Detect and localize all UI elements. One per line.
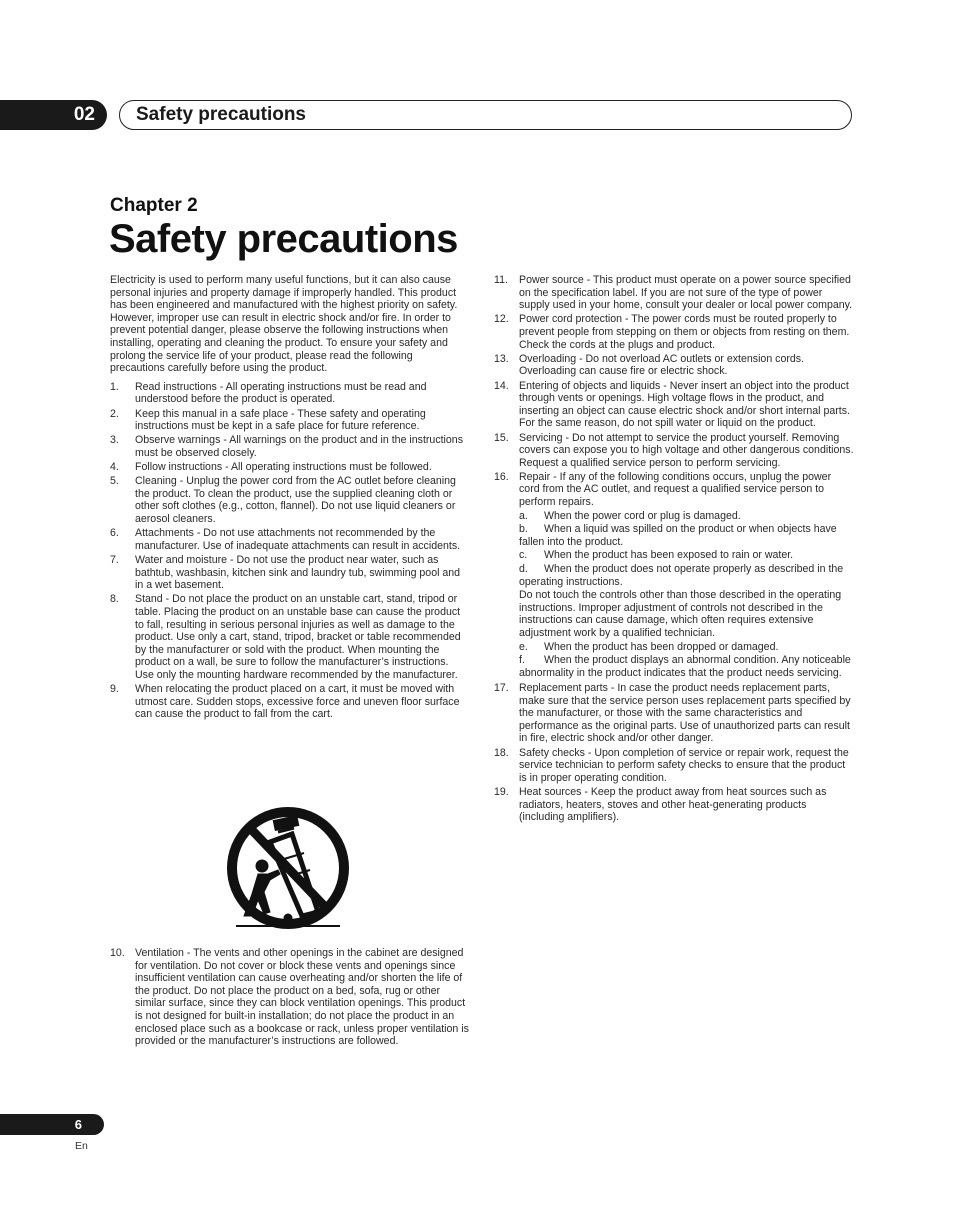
list-item <box>494 786 854 824</box>
language-label: En <box>75 1140 88 1152</box>
sub-text: When the product has been dropped or damaged. <box>544 640 779 653</box>
sub-item <box>519 641 854 654</box>
item-number: 4. <box>110 461 119 474</box>
list-item <box>110 381 470 406</box>
list-item <box>494 353 854 378</box>
repair-note: Do not touch the controls other than those described in the operating instructions. Improper adjustment of controls not described in the instructions can cause damage, which often requires extensive adjustment work by a qualified technician. <box>519 589 842 639</box>
sub-letter: c. <box>519 549 528 562</box>
item-number: 9. <box>110 683 119 696</box>
intro-paragraph: Electricity is used to perform many useful functions, but it can also cause personal injuries and property damage if improperly handled. This product has been engineered and manufactured with the highest priority on safety. However, improper use can result in electric shock and/or fire. In order to prevent potential danger, please observe the following instructions when installing, operating and cleaning the product. To ensure your safety and prolong the service life of your product, please read the following precautions carefully before using the product. <box>110 274 458 375</box>
repair-item-body <box>519 471 854 681</box>
right-column <box>494 274 854 825</box>
item-number: 13. <box>494 352 509 365</box>
item-text: When relocating the product placed on a cart, it must be moved with utmost care. Sudden stops, excessive force and uneven floor surface can cause the product to fall from the cart. <box>135 683 460 721</box>
sub-letter: a. <box>519 509 528 522</box>
page-number-tab <box>0 1114 104 1135</box>
item-text: Ventilation - The vents and other openings in the cabinet are designed for ventilation. Do not cover or block these vents and openings since insufficient ventilation can cause overheating and/or shorten the life of the product. Do not place the product on a bed, sofa, rug or other similar surface, since they can block ventilation openings. This product is not designed for built-in installation; do not place the product in an enclosed place such as a bookcase or rack, unless proper ventilation is provided or the manufacturer’s instructions are followed. <box>135 947 469 1048</box>
item-number: 12. <box>494 313 509 326</box>
item-text: Safety checks - Upon completion of service or repair work, request the service technician to perform safety checks to ensure that the product is in proper operating condition. <box>519 746 849 784</box>
item-number: 6. <box>110 527 119 540</box>
list-item <box>110 475 470 525</box>
section-number: 02 <box>73 104 95 125</box>
item-text: Follow instructions - All operating instructions must be followed. <box>135 461 432 474</box>
page-number: 6 <box>74 1117 82 1132</box>
item-number: 5. <box>110 475 119 488</box>
page-title: Safety precautions <box>109 217 458 261</box>
list-item <box>110 683 470 721</box>
item-number: 19. <box>494 785 509 798</box>
list-item <box>494 471 854 681</box>
item-text: Cleaning - Unplug the power cord from the AC outlet before cleaning the product. To clean the product, use the supplied cleaning cloth or other soft clothes (e.g., cotton, flannel). Do not use liquid cleaners or aerosol cleaners. <box>135 475 456 526</box>
left-column <box>110 274 470 723</box>
list-item <box>110 408 470 433</box>
item-text: Read instructions - All operating instructions must be read and understood before the product is operated. <box>135 380 427 406</box>
item-text: Stand - Do not place the product on an unstable cart, stand, tripod or table. Placing the product on an unstable base can cause the product to fall, resulting in serious personal injuries as well as damage to the product. Use only a cart, stand, tripod, bracket or table recommended by the manufacturer or sold with the product. When mounting the product on a wall, be sure to follow the manufacturer’s instructions. Use only the mounting hardware recommended by the manufacturer. <box>135 593 461 681</box>
sub-text: When the power cord or plug is damaged. <box>544 509 741 522</box>
item-text: Overloading - Do not overload AC outlets or extension cords. Overloading can cause fire or electric shock. <box>519 352 805 378</box>
list-item <box>494 313 854 351</box>
item-text: Power source - This product must operate on a power source specified on the specification label. If you are not sure of the type of power supply used in your home, consult your dealer or local power company. <box>519 274 853 312</box>
item-text: Replacement parts - In case the product needs replacement parts, make sure that the service person uses replacement parts specified by the manufacturer, or those with the same characteristics and performance as the original parts. Use of unauthorized parts can result in fire, electric shock and/or other danger. <box>519 681 851 745</box>
sub-text: When the product does not operate properly as described in the operating instructions. <box>519 563 844 588</box>
item-text: Attachments - Do not use attachments not recommended by the manufacturer. Use of inadequate attachments can result in accidents. <box>135 527 461 552</box>
sub-item <box>519 523 854 548</box>
list-item <box>110 947 470 1048</box>
item-number: 17. <box>494 681 509 694</box>
cart-tipover-warning-icon <box>222 804 356 934</box>
section-title-bar <box>119 100 852 130</box>
item-number: 14. <box>494 379 509 392</box>
item-number: 3. <box>110 434 119 447</box>
list-item <box>110 527 470 552</box>
sub-item <box>519 563 854 588</box>
sub-item <box>519 549 854 562</box>
sub-letter: e. <box>519 640 528 653</box>
list-item <box>494 747 854 785</box>
item-text: Entering of objects and liquids - Never insert an object into the product through vents or openings. High voltage flows in the product, and inserting an object can cause electric shock and/or short internal parts. For the same reason, do not spill water or liquid on the product. <box>519 379 850 430</box>
list-item <box>110 434 470 459</box>
sub-item <box>519 654 854 679</box>
sub-letter: b. <box>519 523 528 536</box>
chapter-label: Chapter 2 <box>110 195 198 216</box>
section-title: Safety precautions <box>136 104 306 125</box>
item-text: Heat sources - Keep the product away from heat sources such as radiators, heaters, stoves and other heat-generating products (including amplifiers). <box>519 785 827 824</box>
list-item <box>494 380 854 430</box>
item-text: Servicing - Do not attempt to service the product yourself. Removing covers can expose you to high voltage and other dangerous conditions. Request a qualified service person to perform servicing. <box>519 431 854 469</box>
list-item <box>110 461 470 474</box>
item-number: 16. <box>494 470 509 483</box>
item-text: Water and moisture - Do not use the product near water, such as bathtub, washbasin, kitchen sink and laundry tub, swimming pool and in a wet basement. <box>135 554 461 592</box>
sub-letter: d. <box>519 563 528 576</box>
item-number: 2. <box>110 407 119 420</box>
sub-text: When the product displays an abnormal condition. Any noticeable abnormality in the product indicates that the product needs servicing. <box>519 654 851 679</box>
item-text: Repair - If any of the following conditions occurs, unplug the power cord from the AC outlet, and request a qualified service person to perform repairs. <box>519 470 832 509</box>
item-number: 10. <box>110 947 125 959</box>
list-item <box>110 593 470 681</box>
item-text: Observe warnings - All warnings on the product and in the instructions must be observed closely. <box>135 434 463 459</box>
list-item <box>494 274 854 312</box>
item-number: 18. <box>494 746 509 759</box>
sub-text: When the product has been exposed to rain or water. <box>544 549 794 562</box>
item-number: 1. <box>110 380 119 393</box>
sub-letter: f. <box>519 654 525 667</box>
item-number: 7. <box>110 554 119 567</box>
list-item <box>494 682 854 745</box>
item-number: 15. <box>494 431 509 444</box>
section-number-tab <box>0 100 107 130</box>
left-column-bottom <box>110 947 470 1049</box>
list-item <box>494 432 854 470</box>
list-item <box>110 554 470 592</box>
item-text: Keep this manual in a safe place - These safety and operating instructions must be kept in a safe place for future reference. <box>135 407 426 433</box>
item-text: Power cord protection - The power cords must be routed properly to prevent people from stepping on them or objects from resting on them. Check the cords at the plugs and product. <box>519 313 850 351</box>
sub-item <box>519 510 854 523</box>
sub-text: When a liquid was spilled on the product or when objects have fallen into the product. <box>519 523 837 548</box>
item-number: 11. <box>494 274 508 286</box>
item-number: 8. <box>110 593 119 606</box>
